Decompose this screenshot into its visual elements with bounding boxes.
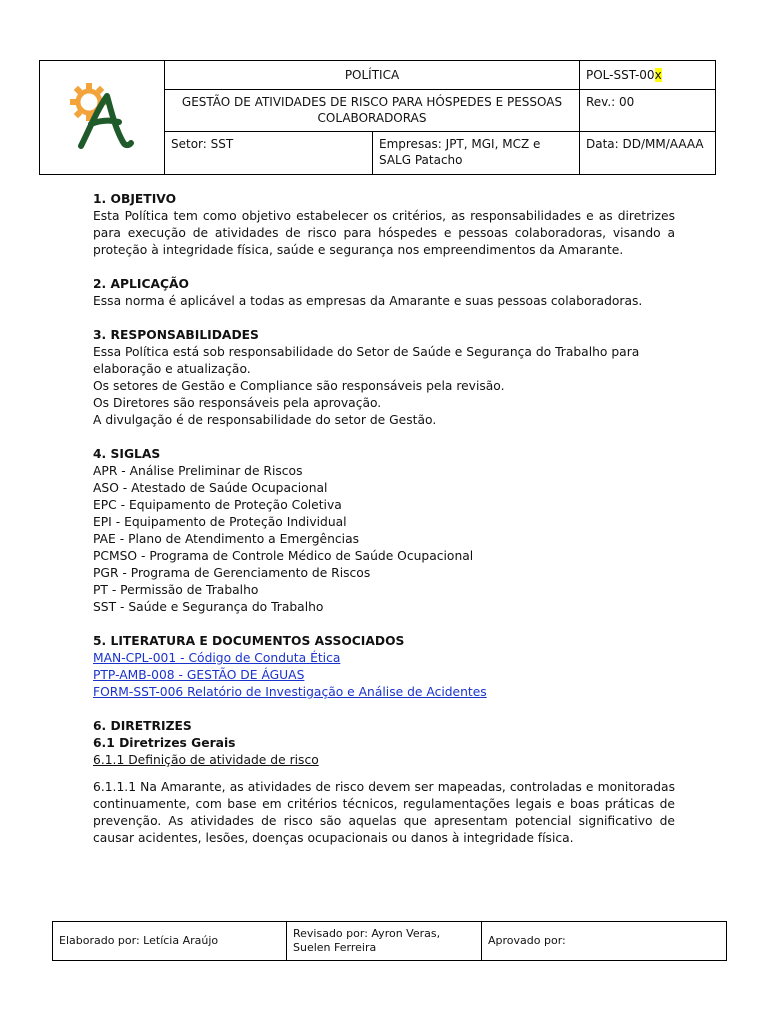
section-literatura (93, 633, 675, 701)
section-diretrizes (93, 718, 675, 847)
footer-aprovado: Aprovado por: (482, 922, 727, 961)
doc-type: POLÍTICA (165, 61, 580, 90)
responsabilidade-line: Os setores de Gestão e Compliance são responsáveis pela revisão. (93, 379, 505, 393)
sigla-item: APR - Análise Preliminar de Riscos (93, 464, 303, 478)
section-title: 3. RESPONSABILIDADES (93, 328, 259, 342)
sigla-item: PGR - Programa de Gerenciamento de Riscos (93, 566, 371, 580)
document-body (93, 191, 675, 847)
section-aplicacao (93, 276, 675, 310)
section-responsabilidades (93, 327, 675, 429)
sigla-item: ASO - Atestado de Saúde Ocupacional (93, 481, 328, 495)
responsabilidade-line: Essa Política está sob responsabilidade do Setor de Saúde e Segurança do Trabalho para elaboração e atualização. (93, 345, 640, 376)
doc-code (580, 61, 716, 90)
amarante-logo (67, 80, 137, 152)
responsabilidade-line: Os Diretores são responsáveis pela aprovação. (93, 396, 382, 410)
section-title: 2. APLICAÇÃO (93, 277, 189, 291)
diretriz-paragraph: 6.1.1.1 Na Amarante, as atividades de risco devem ser mapeadas, controladas e monitoradas continuamente, com base em critérios técnicos, regulamentações legais e boas práticas de prevenção. As atividades de risco são aquelas que apresentam potencial significativo de causar acidentes, lesões, doenças ocupacionais ou danos à integridade física. (93, 780, 675, 845)
sigla-item: EPI - Equipamento de Proteção Individual (93, 515, 347, 529)
footer-elaborado: Elaborado por: Letícia Araújo (53, 922, 287, 961)
section-objetivo (93, 191, 675, 259)
section-title: 1. OBJETIVO (93, 192, 177, 206)
doc-code-highlight: x (654, 68, 662, 82)
sigla-item: PCMSO - Programa de Controle Médico de Saúde Ocupacional (93, 549, 474, 563)
logo-cell (40, 61, 165, 175)
doc-link-ptp-amb-008[interactable]: PTP-AMB-008 - GESTÃO DE ÁGUAS (93, 668, 305, 682)
section-title: 6. DIRETRIZES (93, 719, 192, 733)
document-header-table (39, 60, 716, 175)
section-title: 4. SIGLAS (93, 447, 161, 461)
section-siglas (93, 446, 675, 616)
responsabilidade-line: A divulgação é de responsabilidade do setor de Gestão. (93, 413, 437, 427)
section-title: 5. LITERATURA E DOCUMENTOS ASSOCIADOS (93, 634, 405, 648)
doc-title: GESTÃO DE ATIVIDADES DE RISCO PARA HÓSPEDES E PESSOAS COLABORADORAS (165, 90, 580, 132)
document-footer-table (52, 921, 727, 961)
doc-revision: Rev.: 00 (580, 90, 716, 132)
section-text: Essa norma é aplicável a todas as empresas da Amarante e suas pessoas colaboradoras. (93, 294, 643, 308)
sigla-item: PAE - Plano de Atendimento a Emergências (93, 532, 360, 546)
sigla-item: SST - Saúde e Segurança do Trabalho (93, 600, 324, 614)
sigla-item: PT - Permissão de Trabalho (93, 583, 259, 597)
section-text: Esta Política tem como objetivo estabelecer os critérios, as responsabilidades e as diretrizes para execução de atividades de risco para hóspedes e pessoas colaboradoras, visando a proteção à integridade física, saúde e segurança nos empreendimentos da Amarante. (93, 209, 675, 257)
doc-link-form-sst-006[interactable]: FORM-SST-006 Relatório de Investigação e Análise de Acidentes (93, 685, 487, 699)
doc-sector: Setor: SST (165, 132, 373, 175)
doc-link-man-cpl-001[interactable]: MAN-CPL-001 - Código de Conduta Ética (93, 651, 341, 665)
subsection-title: 6.1 Diretrizes Gerais (93, 736, 236, 750)
subsubsection-title: 6.1.1 Definição de atividade de risco (93, 753, 319, 767)
doc-code-prefix: POL-SST-00 (586, 68, 655, 82)
footer-revisado: Revisado por: Ayron Veras, Suelen Ferreira (287, 922, 482, 961)
doc-date: Data: DD/MM/AAAA (580, 132, 716, 175)
sigla-item: EPC - Equipamento de Proteção Coletiva (93, 498, 342, 512)
doc-companies: Empresas: JPT, MGI, MCZ e SALG Patacho (373, 132, 580, 175)
